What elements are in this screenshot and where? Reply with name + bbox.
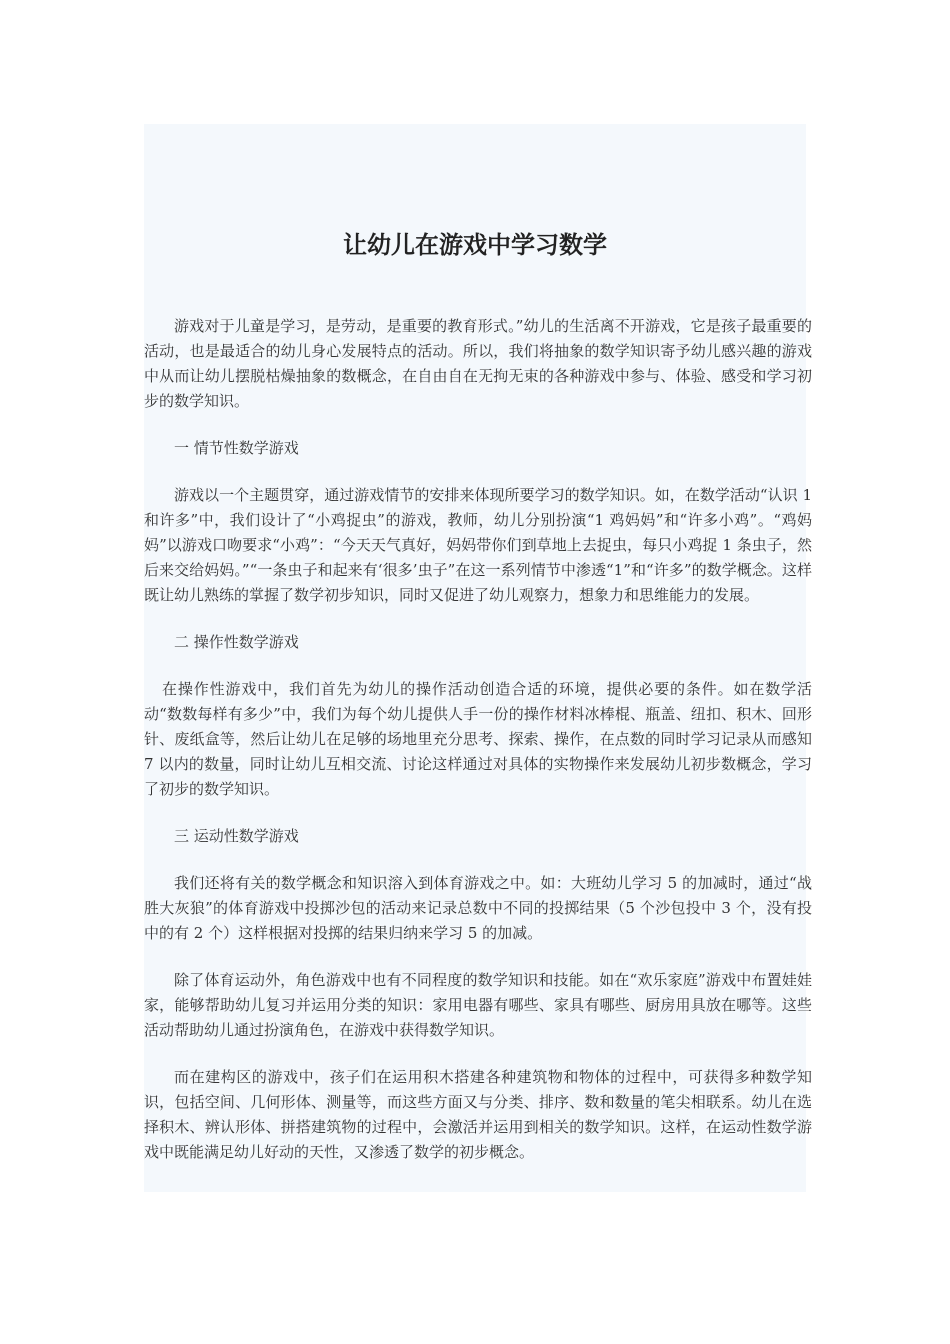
section-heading-sports-games: 三 运动性数学游戏 bbox=[174, 827, 299, 845]
document-title: 让幼儿在游戏中学习数学 bbox=[343, 230, 607, 259]
paragraph-operation-games: 在操作性游戏中，我们首先为幼儿的操作活动创造合适的环境，提供必要的条件。如在数学活动“数数每样有多少”中，我们为每个幼儿提供人手一份的操作材料冰棒棍、瓶盖、纽扣、积木、回形针、废纸盒等，然后让幼儿在足够的场地里充分思考、探索、操作，在点数的同时学习记录从而感知 7 以内的数量，同时让幼儿互相交流、讨论这样通过对具体的实物操作来发展幼儿初步数概念，学习了初步的数学知识。 bbox=[144, 680, 812, 798]
section-heading-operation-games: 二 操作性数学游戏 bbox=[174, 633, 299, 651]
paragraph-plot-games: 游戏以一个主题贯穿，通过游戏情节的安排来体现所要学习的数学知识。如，在数学活动“认识 1 和许多”中，我们设计了“小鸡捉虫”的游戏，教师，幼儿分别扮演“1 鸡妈妈”和“许多小鸡”。“鸡妈妈”以游戏口吻要求“小鸡”：“今天天气真好，妈妈带你们到草地上去捉虫，每只小鸡捉 1 条虫子，然后来交给妈妈。”“一条虫子和起来有‘很多’虫子”在这一系列情节中渗透“1”和“许多”的数学概念。这样既让幼儿熟练的掌握了数学初步知识，同时又促进了幼儿观察力，想象力和思维能力的发展。 bbox=[144, 486, 812, 604]
paragraph-sports-games: 我们还将有关的数学概念和知识溶入到体育游戏之中。如：大班幼儿学习 5 的加减时，通过“战胜大灰狼”的体育游戏中投掷沙包的活动来记录总数中不同的投掷结果（5 个沙包投中 3 个，没有投中的有 2 个）这样根据对投掷的结果归纳来学习 5 的加减。 bbox=[144, 874, 812, 942]
paragraph-role-play: 除了体育运动外，角色游戏中也有不同程度的数学知识和技能。如在“欢乐家庭”游戏中布置娃娃家，能够帮助幼儿复习并运用分类的知识：家用电器有哪些、家具有哪些、厨房用具放在哪等。这些活动帮助幼儿通过扮演角色，在游戏中获得数学知识。 bbox=[144, 971, 812, 1039]
paragraph-construction: 而在建构区的游戏中，孩子们在运用积木搭建各种建筑物和物体的过程中，可获得多种数学知识，包括空间、几何形体、测量等，而这些方面又与分类、排序、数和数量的笔尖相联系。幼儿在选择积木、辨认形体、拼搭建筑物的过程中，会激活并运用到相关的数学知识。这样，在运动性数学游戏中既能满足幼儿好动的天性，又渗透了数学的初步概念。 bbox=[144, 1068, 812, 1161]
paragraph-intro: 游戏对于儿童是学习，是劳动，是重要的教育形式。”幼儿的生活离不开游戏，它是孩子最重要的活动，也是最适合的幼儿身心发展特点的活动。所以，我们将抽象的数学知识寄予幼儿感兴趣的游戏中从而让幼儿摆脱枯燥抽象的数概念，在自由自在无拘无束的各种游戏中参与、体验、感受和学习初步的数学知识。 bbox=[144, 317, 812, 410]
section-heading-plot-games: 一 情节性数学游戏 bbox=[174, 439, 299, 457]
document-body bbox=[144, 314, 812, 1187]
